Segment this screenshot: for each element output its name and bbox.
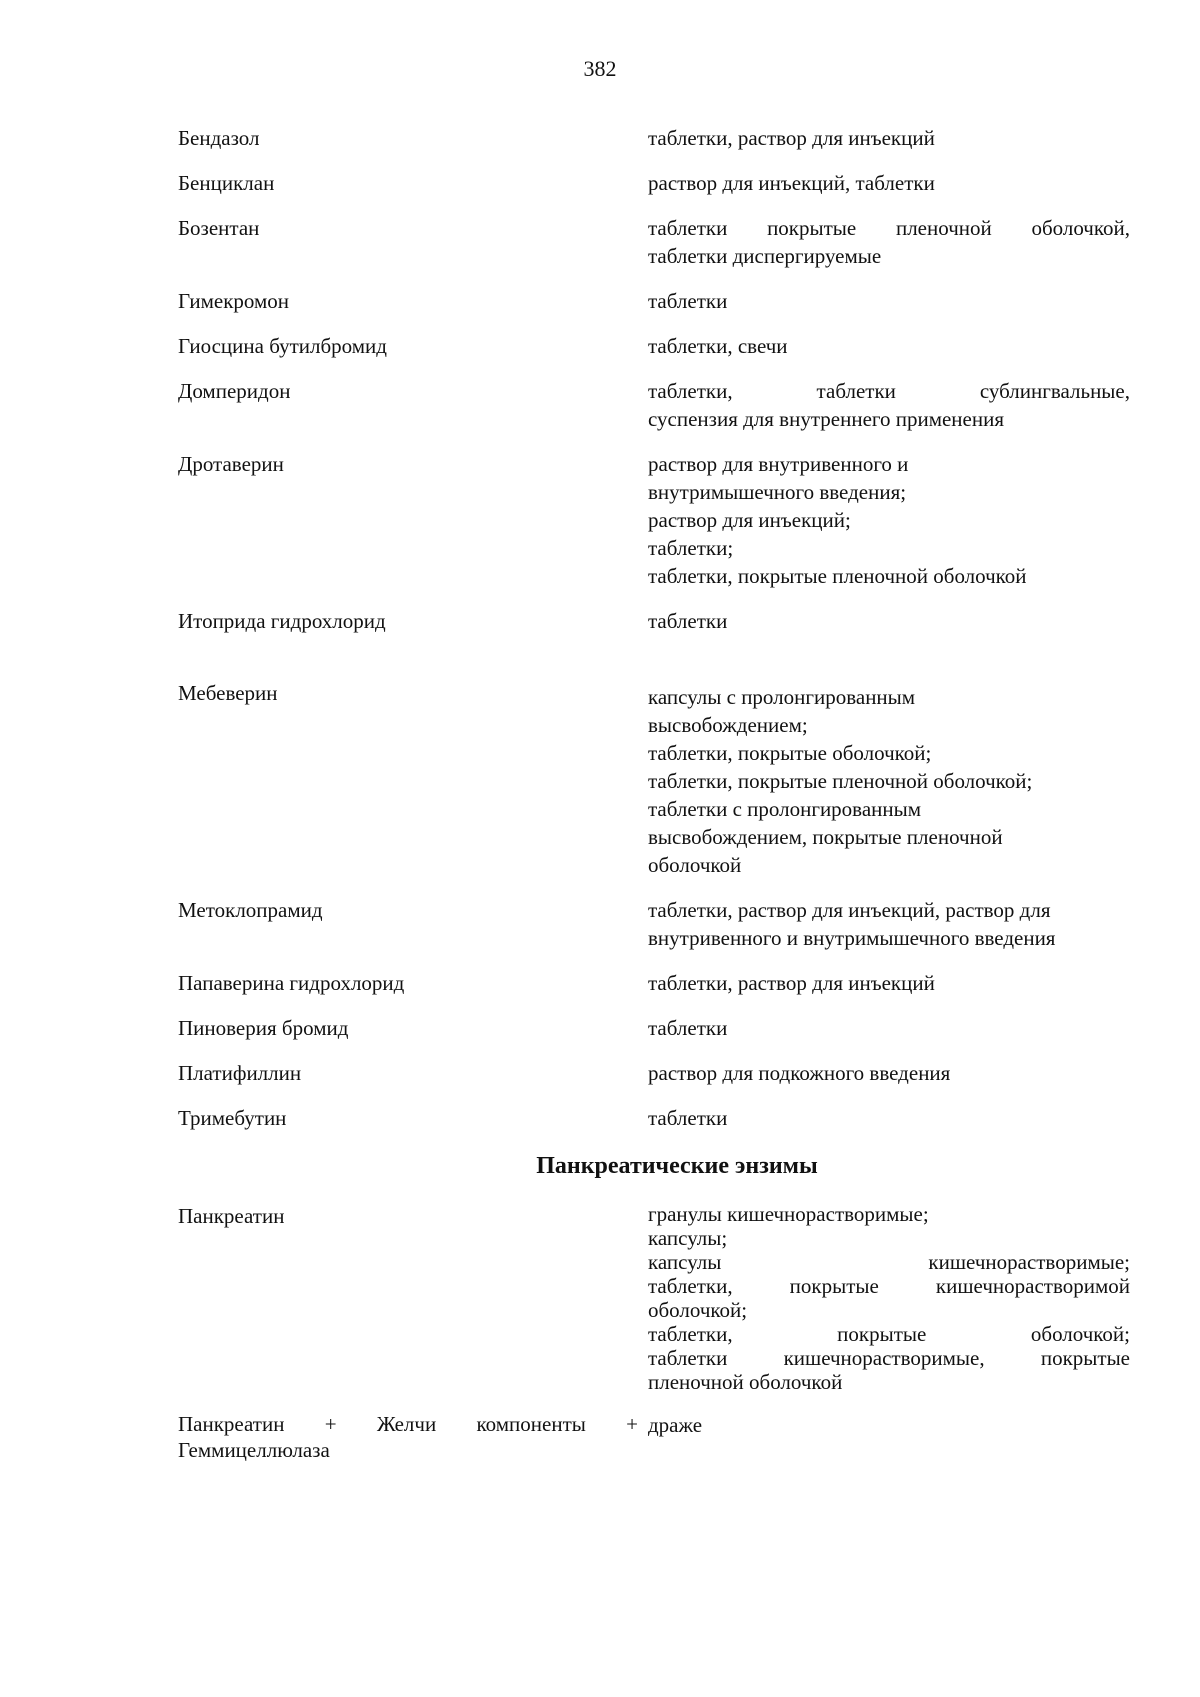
drug-row [178,214,1130,270]
drug-row [178,124,1130,152]
form-line: таблетки [648,609,728,633]
form-line: таблетки; [648,536,734,560]
drug-row [178,607,1130,635]
form-line: таблетки, раствор для инъекций, раствор для [648,898,1051,922]
form-line: таблетки кишечнорастворимые, покрытые [648,1346,1130,1370]
drug-list-page [178,124,1130,1463]
dosage-forms [648,1059,1130,1087]
form-line: таблетки диспергируемые [648,244,882,268]
form-line: капсулы; [648,1226,728,1250]
drug-name: Гимекромон [178,289,290,313]
form-line: таблетки, раствор для инъекций [648,126,935,150]
drug-row [178,1104,1130,1132]
drug-name: Дротаверин [178,452,284,476]
dosage-forms [648,896,1130,952]
drug-name: Домперидон [178,379,291,403]
form-line: раствор для подкожного введения [648,1061,951,1085]
drug-row [178,377,1130,433]
form-line: таблетки, свечи [648,334,788,358]
drug-row [178,1202,1130,1394]
form-line: внутримышечного введения; [648,480,907,504]
drug-row [178,1014,1130,1042]
form-line: раствор для инъекций, таблетки [648,171,935,195]
drug-name: Платифиллин [178,1061,302,1085]
form-line: таблетки с пролонгированным [648,797,922,821]
dosage-forms [648,1104,1130,1132]
form-line: оболочкой; [648,1298,748,1322]
dosage-forms [648,607,1130,635]
dosage-forms [648,124,1130,152]
form-line: раствор для внутривенного и [648,452,909,476]
form-line: таблетки [648,1016,728,1040]
drug-row [178,1411,1130,1463]
form-line: драже [648,1413,703,1437]
dosage-forms [648,377,1130,433]
form-line: таблетки [648,1106,728,1130]
form-line: высвобождением, покрытые пленочной [648,825,1003,849]
dosage-forms [648,1411,1130,1463]
dosage-forms [648,679,1130,879]
form-line: таблетки, покрытые пленочной оболочкой [648,564,1027,588]
drug-name: Итоприда гидрохлорид [178,609,386,633]
drug-name: Панкреатин + Желчи компоненты + Геммицеллюлаза [178,1412,638,1462]
drug-name: Пиноверия бромид [178,1016,349,1040]
form-line: капсулы кишечнорастворимые; [648,1250,1130,1274]
drug-name: Бендазол [178,126,260,150]
drug-row [178,1059,1130,1087]
drug-name: Гиосцина бутилбромид [178,334,387,358]
drug-row [178,169,1130,197]
drug-row [178,969,1130,997]
page-number: 382 [583,56,617,81]
form-line: таблетки, покрытые оболочкой; [648,1322,1130,1346]
form-line: таблетки, раствор для инъекций [648,971,935,995]
drug-name: Тримебутин [178,1106,287,1130]
form-line: оболочкой [648,853,742,877]
drug-name: Папаверина гидрохлорид [178,971,405,995]
drug-name: Метоклопрамид [178,898,323,922]
form-line: таблетки [648,289,728,313]
section-heading: Панкреатические энзимы [536,1153,818,1179]
drug-row [178,450,1130,590]
dosage-forms [648,214,1130,270]
dosage-forms [648,332,1130,360]
dosage-forms [648,1014,1130,1042]
form-line: гранулы кишечнорастворимые; [648,1202,929,1226]
dosage-forms [648,1202,1130,1394]
form-line: таблетки покрытые пленочной оболочкой, [648,216,1130,240]
form-line: суспензия для внутреннего применения [648,407,1005,431]
drug-row [178,332,1130,360]
dosage-forms [648,169,1130,197]
drug-row [178,287,1130,315]
dosage-forms [648,969,1130,997]
form-line: таблетки, покрытые оболочкой; [648,741,932,765]
drug-name: Бозентан [178,216,260,240]
dosage-forms [648,287,1130,315]
form-line: внутривенного и внутримышечного введения [648,926,1056,950]
form-line: высвобождением; [648,713,808,737]
form-line: раствор для инъекций; [648,508,851,532]
form-line: пленочной оболочкой [648,1370,843,1394]
form-line: таблетки, покрытые кишечнорастворимой [648,1274,1130,1298]
drug-name: Панкреатин [178,1204,285,1228]
drug-name: Мебеверин [178,681,278,705]
form-line: капсулы с пролонгированным [648,685,916,709]
dosage-forms [648,450,1130,590]
form-line: таблетки, таблетки сублингвальные, [648,379,1130,403]
form-line: таблетки, покрытые пленочной оболочкой; [648,769,1033,793]
drug-row [178,896,1130,952]
drug-row [178,679,1130,879]
drug-name: Бенциклан [178,171,275,195]
